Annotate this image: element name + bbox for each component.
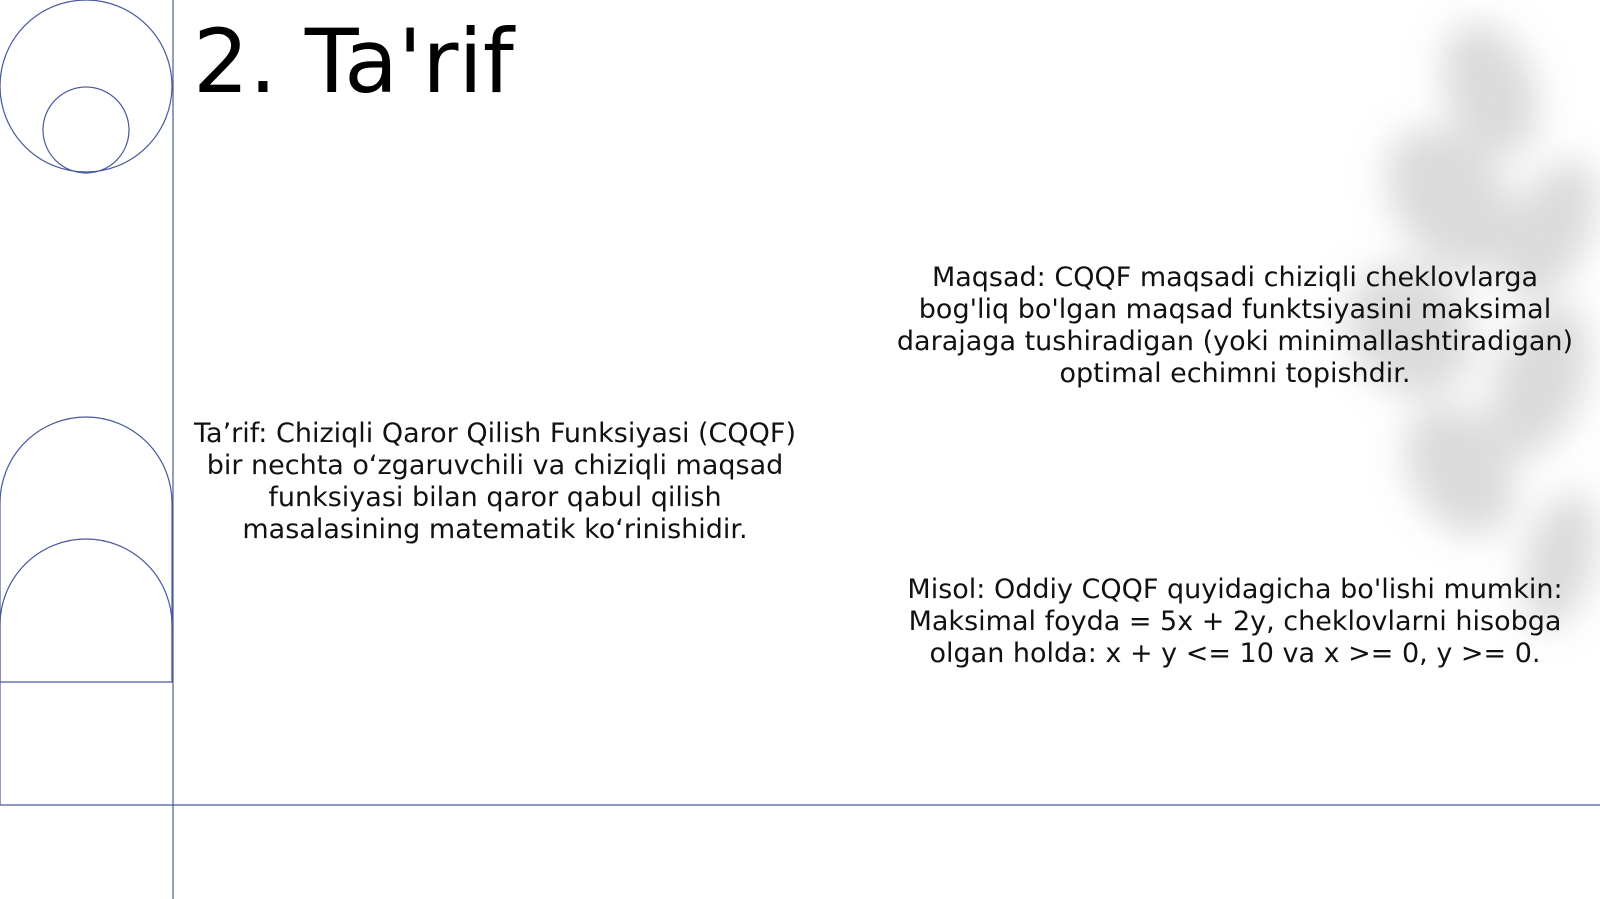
lower-arch-shape: [0, 539, 172, 682]
slide-title: 2. Ta'rif: [193, 10, 514, 113]
large-circle-shape: [0, 0, 172, 172]
goal-text: Maqsad: CQQF maqsadi chiziqli cheklovlarga bog'liq bo'lgan maqsad funktsiyasini maksimal darajaga tushiradigan (yoki minimallashtiradigan) optimal echimni topishdir.: [896, 262, 1574, 389]
upper-arch-shape: [0, 417, 172, 682]
definition-text: Ta’rif: Chiziqli Qaror Qilish Funksiyasi (CQQF) bir nechta o‘zgaruvchili va chiziqli maqsad funksiyasi bilan qaror qabul qilish masalasining matematik ko‘rinishidir.: [194, 418, 796, 545]
small-circle-shape: [43, 87, 129, 173]
example-text: Misol: Oddiy CQQF quyidagicha bo'lishi mumkin: Maksimal foyda = 5x + 2y, cheklovlarni hisobga olgan holda: x + y <= 10 va x >= 0, y >= 0.: [907, 574, 1563, 669]
